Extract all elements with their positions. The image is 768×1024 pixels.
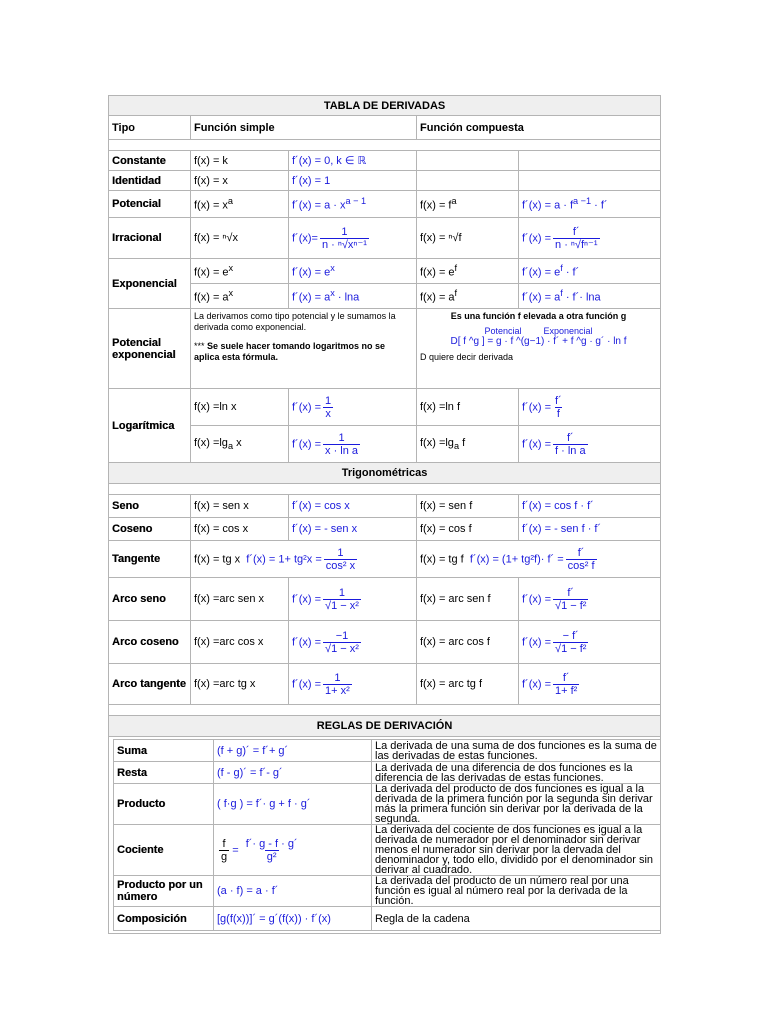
row-label-potencial: Potencial: [109, 191, 191, 218]
potexp-formula: D[ f ^g ] = g · f ^(g−1) · f´ + f ^g · g´ · ln f: [450, 336, 627, 347]
arccoseno-cd: f´(x) = $\frac{- f´}{\text{√1 − f²}}$: [519, 621, 661, 664]
exponencial-f2: $f(x) = a^x$: [191, 284, 289, 309]
potencial-cf: $f(x) = f^a$: [417, 191, 519, 218]
rule-formula-cociente: $\frac{f}{g}$ = $\frac{f´\cdot g - f \cdot g´}{\text{g²}}$: [214, 825, 372, 876]
log-d1: f´(x) = $\frac{1}{x}$: [289, 389, 417, 426]
exponencial-f1: $f(x) = e^x$: [191, 259, 289, 284]
irracional-f: f(x) = ⁿ√x: [191, 218, 289, 259]
arccoseno-cf: f(x) = arc cos f: [417, 621, 519, 664]
header-compuesta: Función compuesta: [417, 116, 661, 140]
exponencial-cd2: f´(x) = $a^f$ · f´· lna: [519, 284, 661, 309]
potencial-d: f´(x) = $a \cdot x^{a - 1}$: [289, 191, 417, 218]
seno-cd: f´(x) = cos f · f´: [519, 495, 661, 518]
rule-name-cociente: Cociente: [114, 825, 214, 876]
derivatives-table: [108, 95, 661, 934]
tangente-compuesta: f(x) = tg f f´(x) = (1+ tg²f)· f´ = $\frac{f´}{\text{cos² f}}$: [417, 541, 661, 578]
row-label-potexp: Potencial exponencial: [109, 309, 191, 389]
arctangente-cd: f´(x) = $\frac{f´}{\text{1+ f²}}$: [519, 664, 661, 705]
arccoseno-d: f´(x) = $\frac{-1}{\text{√1 − x²}}$: [289, 621, 417, 664]
header-simple: Función simple: [191, 116, 417, 140]
arctangente-d: f´(x) = $\frac{1}{\text{1+ x²}}$: [289, 664, 417, 705]
rule-desc-composicion: Regla de la cadena: [372, 907, 661, 931]
derivatives-table-sheet: [108, 95, 660, 925]
coseno-cd: f´(x) = - sen f · f´: [519, 518, 661, 541]
rule-desc-producto-numero: La derivada del producto de un número real por una función es igual al número real por la derivada de la función.: [372, 876, 661, 907]
log-f1: f(x) =ln x: [191, 389, 289, 426]
arccoseno-f: f(x) =arc cos x: [191, 621, 289, 664]
arcseno-f: f(x) =arc sen x: [191, 578, 289, 621]
irracional-cd: f´(x) = $\frac{f´}{\text{n · ⁿ√fⁿ⁻¹}}$: [519, 218, 661, 259]
seno-cf: f(x) = sen f: [417, 495, 519, 518]
irracional-d: f´(x)= $\frac{1}{\text{n · ⁿ√xⁿ⁻¹}}$: [289, 218, 417, 259]
rule-name-composicion: Composición: [114, 907, 214, 931]
rule-formula-producto-numero: (a · f) = a · f´: [214, 876, 372, 907]
irracional-cf: f(x) = ⁿ√f: [417, 218, 519, 259]
rule-formula-producto: ( f·g ) = f´· g + f · g´: [214, 784, 372, 825]
log-cf1: f(x) =ln f: [417, 389, 519, 426]
rule-desc-cociente: La derivada del cociente de dos funciones es igual a la derivada de numerador por el denominador sin derivar menos el numerador sin derivar por la dervada del denominador y, todo ello, dividido por el denominador sin derivar al cuadrado.: [372, 825, 661, 876]
row-label-constante: Constante: [109, 151, 191, 171]
potexp-description: La derivamos como tipo potencial y le sumamos la derivada como exponencial. *** Se suele hacer tomando logaritmos no se aplica esta fórmula.: [191, 309, 417, 389]
constante-f: f(x) = k: [191, 151, 289, 171]
rules-container: [109, 737, 661, 934]
rule-formula-resta: (f - g)´ = f´- g´: [214, 762, 372, 784]
row-label-arctangente: Arco tangente: [109, 664, 191, 705]
arcseno-cd: f´(x) = $\frac{f´}{\text{√1 − f²}}$: [519, 578, 661, 621]
rule-name-producto: Producto: [114, 784, 214, 825]
rule-desc-resta: La derivada de una diferencia de dos funciones es la diferencia de las derivadas de estas funciones.: [372, 762, 661, 784]
identidad-d: f´(x) = 1: [289, 171, 417, 191]
row-label-tangente: Tangente: [109, 541, 191, 578]
header-tipo: Tipo: [109, 116, 191, 140]
trig-title: Trigonométricas: [109, 463, 661, 484]
label-exponencial: Exponencial: [543, 326, 593, 336]
exponencial-d2: f´(x) = $a^x \cdot \ln a$: [289, 284, 417, 309]
row-label-exponencial: Exponencial: [109, 259, 191, 309]
row-label-identidad: Identidad: [109, 171, 191, 191]
potencial-f: $f(x) = x^a$: [191, 191, 289, 218]
constante-d: f´(x) = 0, k ∈ ℝ: [289, 151, 417, 171]
log-cd2: f´(x) = $\frac{f´}{\text{f · ln a}}$: [519, 426, 661, 463]
rule-formula-composicion: [g(f(x))]´ = g´(f(x)) · f´(x): [214, 907, 372, 931]
arcseno-d: f´(x) = $\frac{1}{\text{√1 − x²}}$: [289, 578, 417, 621]
exponencial-cf1: $f(x) = e^f$: [417, 259, 519, 284]
row-label-logaritmica: Logarítmica: [109, 389, 191, 463]
arctangente-cf: f(x) = arc tg f: [417, 664, 519, 705]
exponencial-cf2: $f(x) = a^f$: [417, 284, 519, 309]
rule-desc-producto: La derivada del producto de dos funciones es igual a la derivada de la primera función por la segunda sin derivar más la primera función sin derivar por la derivada de la segunda.: [372, 784, 661, 825]
row-label-irracional: Irracional: [109, 218, 191, 259]
coseno-d: f´(x) = - sen x: [289, 518, 417, 541]
table-title: TABLA DE DERIVADAS: [109, 96, 661, 116]
potencial-cd: f´(x) = $a \cdot f^{a -1}$ · f´: [519, 191, 661, 218]
log-cd1: f´(x) = $\frac{f´}{f}$: [519, 389, 661, 426]
rule-desc-suma: La derivada de una suma de dos funciones es la suma de las derivadas de estas funciones.: [372, 740, 661, 762]
potexp-formula-cell: Es una función f elevada a otra función g Potencial Exponencial D[ f ^g ] = g · f ^(g−1) · f´ + f ^g · g´ · ln f D quiere decir derivada: [417, 309, 661, 389]
row-label-arccoseno: Arco coseno: [109, 621, 191, 664]
row-label-seno: Seno: [109, 495, 191, 518]
rule-formula-suma: (f + g)´ = f´+ g´: [214, 740, 372, 762]
exponencial-d1: f´(x) = $e^x$: [289, 259, 417, 284]
log-cf2: $f(x) =\lg_a$ f: [417, 426, 519, 463]
seno-d: f´(x) = cos x: [289, 495, 417, 518]
rule-name-suma: Suma: [114, 740, 214, 762]
rule-name-producto-numero: Producto por un número: [114, 876, 214, 907]
rules-title: REGLAS DE DERIVACIÓN: [109, 716, 661, 737]
arcseno-cf: f(x) = arc sen f: [417, 578, 519, 621]
log-f2: $f(x) =\lg_a$ x: [191, 426, 289, 463]
potexp-note: D quiere decir derivada: [420, 352, 514, 362]
seno-f: f(x) = sen x: [191, 495, 289, 518]
coseno-f: f(x) = cos x: [191, 518, 289, 541]
rule-name-resta: Resta: [114, 762, 214, 784]
tangente-simple: f(x) = tg x f´(x) = 1+ tg²x = $\frac{1}{\text{cos² x}}$: [191, 541, 417, 578]
coseno-cf: f(x) = cos f: [417, 518, 519, 541]
arctangente-f: f(x) =arc tg x: [191, 664, 289, 705]
identidad-f: f(x) = x: [191, 171, 289, 191]
label-potencial: Potencial: [484, 326, 522, 336]
rules-table: [113, 739, 661, 931]
log-d2: f´(x) = $\frac{1}{\text{x · ln a}}$: [289, 426, 417, 463]
row-label-arcseno: Arco seno: [109, 578, 191, 621]
exponencial-cd1: f´(x) = $e^f$ · f´: [519, 259, 661, 284]
row-label-coseno: Coseno: [109, 518, 191, 541]
